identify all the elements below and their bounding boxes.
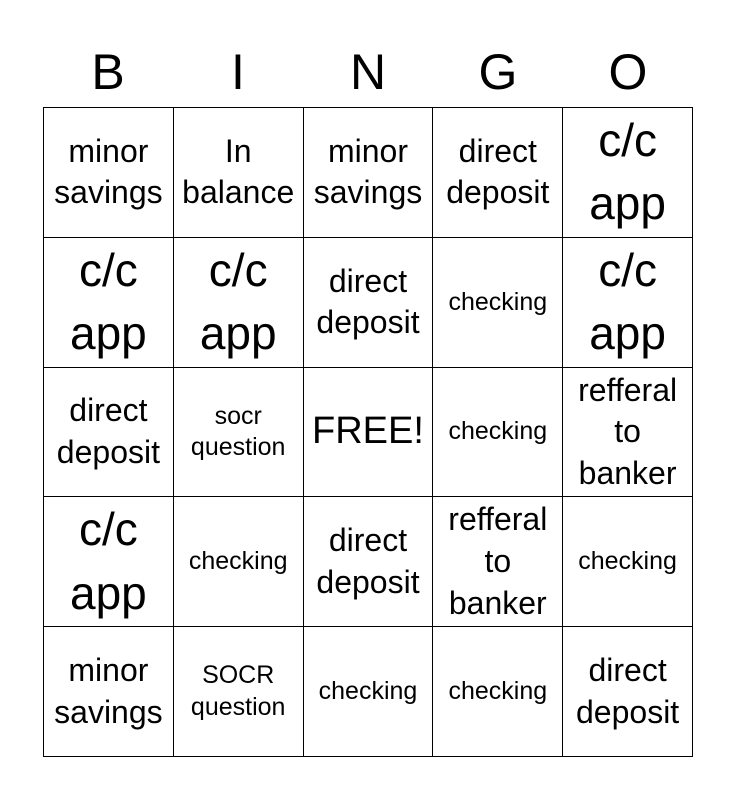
cell-label: c/c app [589,243,666,360]
bingo-cell-r4-c5[interactable] [563,497,693,627]
bingo-cell-r4-c2[interactable] [174,497,304,627]
cell-label: minor savings [313,132,423,211]
bingo-cell-r4-c1[interactable] [44,497,174,627]
cell-label: SOCR question [190,661,286,721]
bingo-cell-r3-c4[interactable] [433,368,563,498]
bingo-cell-r4-c4[interactable] [433,497,563,627]
cell-label: checking [318,676,418,705]
cell-label: c/c app [589,113,666,230]
header-letter-o: O [608,44,648,100]
cell-label: direct deposit [56,392,160,470]
cell-label: direct deposit [316,522,420,600]
bingo-card-grid [43,107,693,757]
cell-label: checking [448,417,548,446]
bingo-cell-r1-c1[interactable] [44,108,174,238]
bingo-cell-r3-c1[interactable] [44,368,174,498]
cell-label: checking [448,676,548,705]
cell-label: c/c app [199,243,277,360]
bingo-cell-r2-c5[interactable] [563,238,693,368]
bingo-cell-r2-c2[interactable] [174,238,304,368]
free-space-label: FREE! [312,410,424,453]
cell-label: c/c app [70,243,147,360]
bingo-cell-r4-c3[interactable] [304,497,434,627]
bingo-cell-r5-c1[interactable] [44,627,174,757]
bingo-cell-r5-c3[interactable] [304,627,434,757]
bingo-cell-r5-c4[interactable] [433,627,563,757]
cell-label: checking [448,287,548,316]
bingo-cell-r3-c2[interactable] [174,368,304,498]
cell-label: c/c app [70,503,147,619]
cell-label: checking [578,547,677,576]
bingo-cell-r1-c3[interactable] [304,108,434,238]
header-letter-i: I [231,44,245,100]
bingo-cell-r3-c5[interactable] [563,368,693,498]
cell-label: checking [188,547,288,576]
cell-label: In balance [182,132,295,211]
bingo-cell-r1-c2[interactable] [174,108,304,238]
cell-label: direct deposit [316,262,420,341]
cell-label: refferal to banker [448,501,548,621]
bingo-cell-r2-c3[interactable] [304,238,434,368]
header-letter-n: N [349,44,387,100]
bingo-cell-r2-c1[interactable] [44,238,174,368]
cell-label: minor savings [54,132,163,211]
header-letter-g: G [478,44,518,100]
bingo-cell-free[interactable] [304,368,434,498]
cell-label: socr question [190,401,286,461]
header-letter-b: B [91,44,125,100]
cell-label: minor savings [54,652,163,730]
bingo-cell-r5-c5[interactable] [563,627,693,757]
bingo-cell-r2-c4[interactable] [433,238,563,368]
cell-label: refferal to banker [578,371,678,491]
cell-label: direct deposit [446,132,550,211]
bingo-cell-r1-c5[interactable] [563,108,693,238]
bingo-cell-r1-c4[interactable] [433,108,563,238]
bingo-header [43,40,693,104]
bingo-cell-r5-c2[interactable] [174,627,304,757]
cell-label: direct deposit [576,652,680,730]
